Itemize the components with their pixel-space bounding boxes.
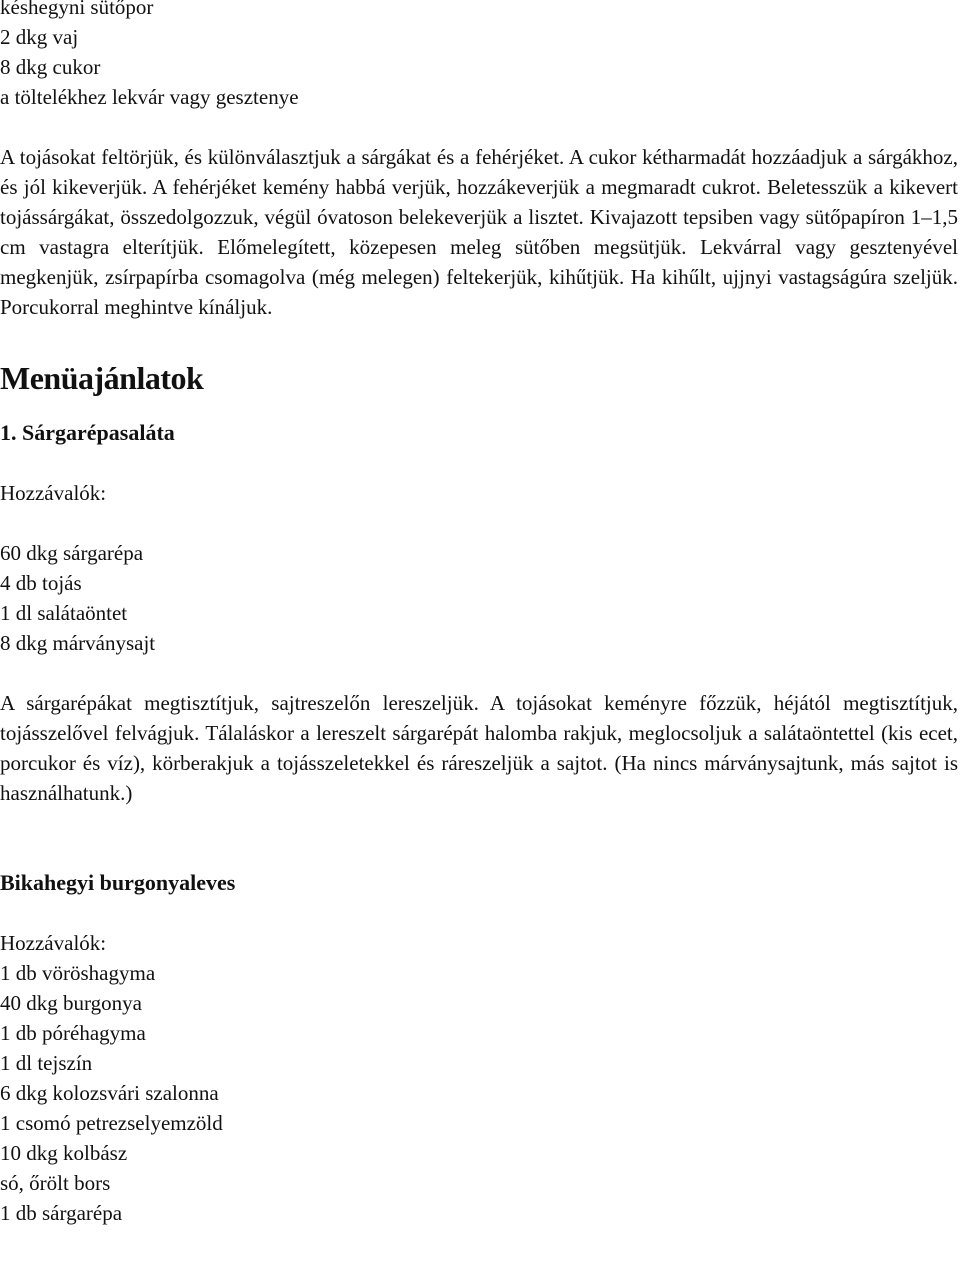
list-item: 8 dkg márványsajt bbox=[0, 631, 156, 655]
list-item: a töltelékhez lekvár vagy gesztenye bbox=[0, 85, 299, 109]
recipe1-method-paragraph: A sárgarépákat megtisztítjuk, sajtreszelőn lereszeljük. A tojásokat keményre főzzük, héjától megtisztítjuk, tojásszelővel felvágjuk. Tálaláskor a lereszelt sárgarépát halomba rakjuk, meglocsoljuk a salátaöntettel (kis ecet, porcukor és víz), körberakjuk a tojásszeletekkel és ráreszeljük a sajtot. (Ha nincs márványsajtunk, más sajtot is használhatunk.) bbox=[0, 691, 958, 805]
list-item: 1 dl tejszín bbox=[0, 1051, 93, 1075]
list-item: 8 dkg cukor bbox=[0, 55, 101, 79]
recipe1-ingredient-list bbox=[0, 538, 958, 658]
list-item: késhegyni sütőpor bbox=[0, 0, 154, 19]
list-item: só, őrölt bors bbox=[0, 1171, 111, 1195]
list-item: 60 dkg sárgarépa bbox=[0, 541, 144, 565]
list-item: 10 dkg kolbász bbox=[0, 1141, 128, 1165]
section-title: Menüajánlatok bbox=[0, 360, 204, 396]
recipe2-ingredient-list bbox=[0, 958, 958, 1228]
list-item: 4 db tojás bbox=[0, 571, 82, 595]
intro-method-paragraph: A tojásokat feltörjük, és különválasztjuk a sárgákat és a fehérjéket. A cukor kétharmadát hozzáadjuk a sárgákhoz, és jól kikeverjük. A fehérjéket kemény habbá verjük, hozzákeverjük a megmaradt cukrot. Beletesszük a kikevert tojássárgákat, összedolgozzuk, végül óvatoson belekeverjük a lisztet. Kivajazott tepsiben vagy sütőpapíron 1–1,5 cm vastagra elterítjük. Előmelegített, közepesen meleg sütőben megsütjük. Lekvárral vagy gesztenyével megkenjük, zsírpapírba csomagolva (még melegen) feltekerjük, kihűtjük. Ha kihűlt, ujjnyi vastagságúra szeljük. Porcukorral meghintve kínáljuk. bbox=[0, 145, 958, 319]
recipe2-ingredients-label: Hozzávalók: bbox=[0, 931, 107, 955]
recipe1-ingredients-label: Hozzávalók: bbox=[0, 481, 107, 505]
list-item: 6 dkg kolozsvári szalonna bbox=[0, 1081, 219, 1105]
recipe2-title: Bikahegyi burgonyaleves bbox=[0, 870, 236, 895]
intro-ingredient-list bbox=[0, 0, 958, 112]
list-item: 1 db sárgarépa bbox=[0, 1201, 123, 1225]
list-item: 40 dkg burgonya bbox=[0, 991, 142, 1015]
list-item: 1 db póréhagyma bbox=[0, 1021, 146, 1045]
list-item: 1 dl salátaöntet bbox=[0, 601, 128, 625]
list-item: 1 db vöröshagyma bbox=[0, 961, 156, 985]
list-item: 1 csomó petrezselyemzöld bbox=[0, 1111, 223, 1135]
list-item: 2 dkg vaj bbox=[0, 25, 79, 49]
recipe1-title: 1. Sárgarépasaláta bbox=[0, 420, 175, 445]
